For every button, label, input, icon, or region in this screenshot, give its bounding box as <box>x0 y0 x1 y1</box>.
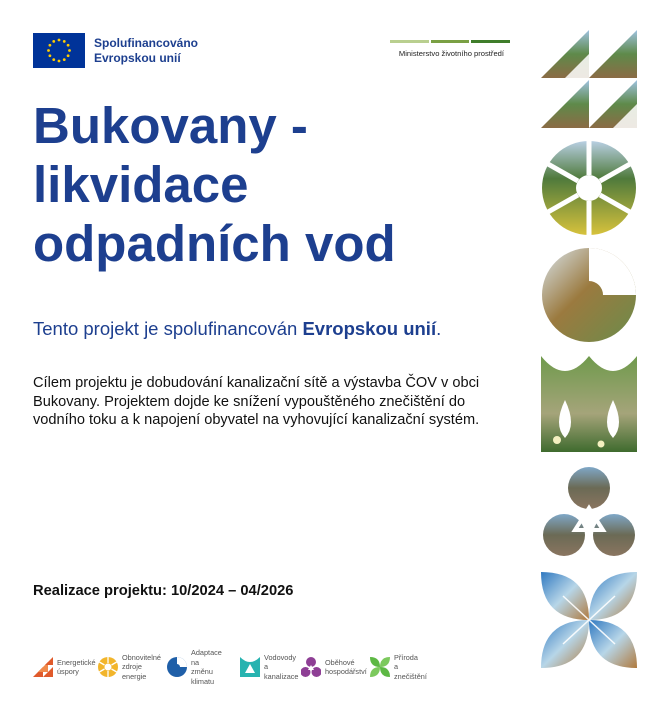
theme-renewable-energy-line1: Obnovitelné <box>122 652 161 662</box>
theme-climate-adaptation-line2: změnu klimatu <box>191 667 215 686</box>
theme-climate-adaptation-line1: Adaptace na <box>191 648 222 667</box>
project-period: Realizace projektu: 10/2024 – 04/2026 <box>33 583 294 599</box>
theme-nature-pollution-line2: a znečištění <box>394 662 427 681</box>
theme-climate-adaptation <box>167 648 227 686</box>
water-graphic <box>541 356 637 452</box>
theme-water-sewage-line1: Vodovody <box>264 652 297 662</box>
theme-circular-economy-line2: hospodářství <box>325 667 367 676</box>
project-title <box>33 96 513 273</box>
project-description: Cílem projektu je dobudování kanalizační sítě a výstavba ČOV v obci Bukovany. Projektem dojde ke snížení vypouštěného znečištění do vodního toku a k napojení obyvatel na vyhovující kanalizační systém. <box>33 375 480 428</box>
eu-logo-line2: Evropskou unií <box>94 50 181 65</box>
cofinancing-statement-suffix: . <box>436 318 442 339</box>
ministry-logo <box>390 40 510 58</box>
circular-economy-icon <box>301 657 321 677</box>
decorative-photo-strip <box>541 30 637 670</box>
cofinancing-statement-eu: Evropskou unií <box>302 318 437 339</box>
nature-graphic <box>541 572 637 668</box>
project-title-line-3: odpadních vod <box>33 215 396 272</box>
climate-adaptation-icon <box>167 657 187 677</box>
project-title-line-2: likvidace <box>33 156 249 213</box>
cofinancing-statement <box>33 318 441 340</box>
theme-renewable-energy <box>98 648 161 686</box>
theme-circular-economy <box>301 648 367 686</box>
theme-nature-pollution-line1: Příroda <box>394 652 418 662</box>
ministry-logo-lines <box>390 40 510 43</box>
theme-water-sewage <box>240 648 299 686</box>
energy-savings-icon <box>33 657 53 677</box>
eu-logo-line1: Spolufinancováno <box>94 35 199 50</box>
theme-renewable-energy-line2: zdroje energie <box>122 662 147 681</box>
eu-cofinancing-logo <box>33 33 198 68</box>
project-title-line-1: Bukovany - <box>33 97 308 154</box>
theme-energy-savings-line1: Energetické <box>57 657 96 667</box>
theme-energy-savings <box>33 648 96 686</box>
theme-nature-pollution <box>370 648 430 686</box>
circular-economy-graphic <box>543 467 635 556</box>
theme-circular-economy-line1: Oběhové <box>325 657 355 667</box>
climate-graphic <box>542 248 636 342</box>
renewable-energy-icon <box>98 657 118 677</box>
cofinancing-statement-prefix: Tento projekt je spolufinancován <box>33 318 303 339</box>
program-themes <box>33 648 430 686</box>
eu-flag-icon <box>33 33 85 68</box>
theme-energy-savings-line2: úspory <box>57 667 79 676</box>
sun-graphic <box>542 141 636 235</box>
water-sewage-icon <box>240 657 260 677</box>
theme-water-sewage-line2: a kanalizace <box>264 662 299 681</box>
nature-pollution-icon <box>370 657 390 677</box>
energy-triangles-graphic <box>541 30 637 128</box>
ministry-name: Ministerstvo životního prostředí <box>398 49 504 58</box>
eu-logo-text <box>94 36 198 66</box>
